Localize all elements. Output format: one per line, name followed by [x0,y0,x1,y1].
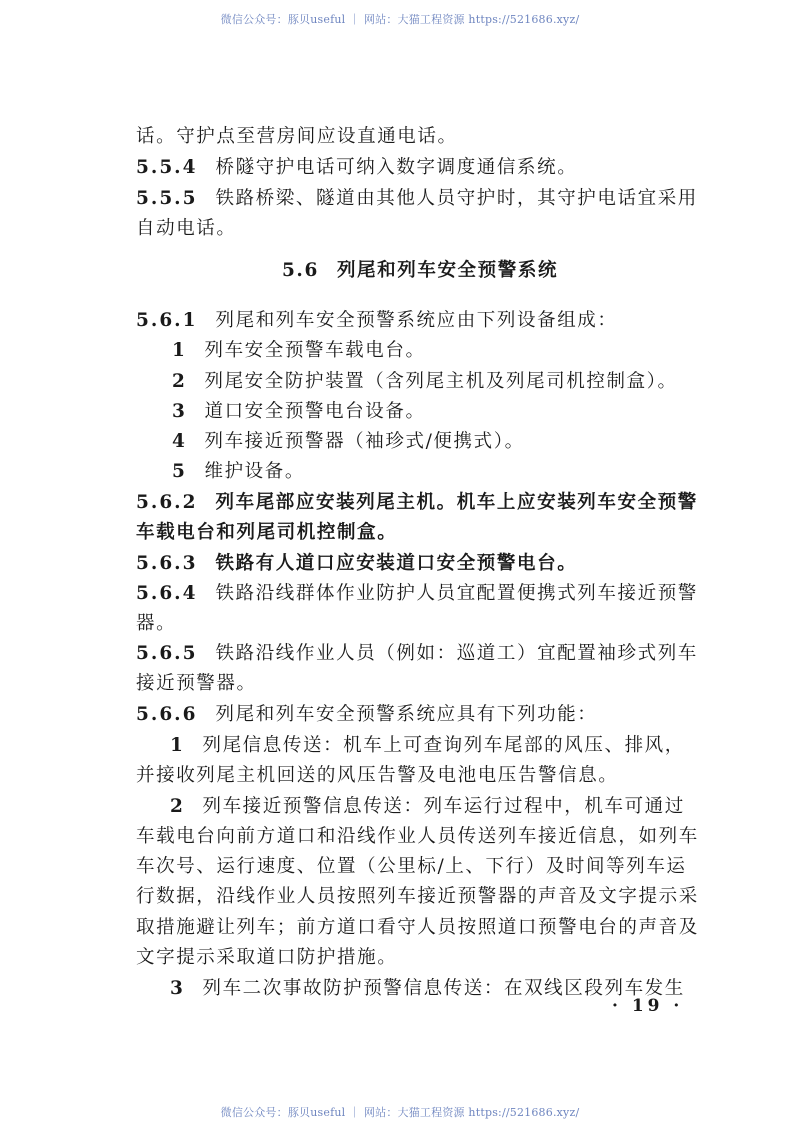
clause-5-5-5 [136,186,698,212]
item-text: 列车二次事故防护预警信息传送：在双线区段列车发生 [202,978,685,999]
item-text: 列尾安全防护装置（含列尾主机及列尾司机控制盒）。 [204,371,678,392]
text-line: 取措施避让列车；前方道口看守人员按照道口预警电台的声音及 [136,917,699,938]
clause-continuation: 器。 [136,613,177,634]
text-line: 并接收列尾主机回送的风压告警及电池电压告警信息。 [136,765,619,786]
clause-5-6-2 [136,490,698,516]
item-number: 3 [172,401,187,422]
clause-5-6-6 [136,702,597,728]
item-text: 列车接近预警信息传送：列车运行过程中，机车可通过 [202,796,685,817]
watermark-bottom: 微信公众号：豚贝useful ｜ 网站：大猫工程资源 https://521686.xyz/ [220,1106,580,1119]
clause-number: 5.6.2 [136,492,198,513]
clause-5-6-4 [136,581,698,607]
list-item [172,399,426,425]
clause-number: 5.6.6 [136,704,198,725]
item-text: 列尾信息传送：机车上可查询列车尾部的风压、排风， [202,735,685,756]
list-item [172,459,305,485]
section-heading-5-6 [136,258,704,284]
clause-number: 5.5.5 [136,188,198,209]
watermark-top: 微信公众号：豚贝useful ｜ 网站：大猫工程资源 https://521686.xyz/ [220,13,580,26]
item-number: 1 [172,340,187,361]
item-text: 列车安全预警车载电台。 [204,340,426,361]
function-item-3 [170,976,685,1002]
clause-text: 铁路沿线作业人员（例如：巡道工）宜配置袖珍式列车 [215,643,698,664]
function-item-1 [170,733,685,759]
list-item [172,338,426,364]
clause-text: 列车尾部应安装列尾主机。机车上应安装列车安全预警 [215,492,698,513]
item-number: 1 [170,735,185,756]
section-title: 列尾和列车安全预警系统 [336,260,559,281]
section-number: 5.6 [281,260,319,281]
page-number: · 19 · [612,996,684,1016]
clause-text: 铁路沿线群体作业防护人员宜配置便携式列车接近预警 [215,583,698,604]
clause-continuation: 车载电台和列尾司机控制盒。 [136,522,398,543]
clause-continuation: 接近预警器。 [136,673,257,694]
item-text: 维护设备。 [204,461,305,482]
clause-text: 列尾和列车安全预警系统应具有下列功能： [215,704,598,725]
clause-5-6-5 [136,641,698,667]
clause-number: 5.5.4 [136,157,198,178]
item-number: 5 [172,461,187,482]
item-number: 3 [170,978,185,999]
text-line: 文字提示采取道口防护措施。 [136,947,398,968]
text-line: 话。守护点至营房间应设直通电话。 [136,126,458,147]
clause-number: 5.6.3 [136,553,198,574]
list-item [172,369,678,395]
text-line: 车载电台向前方道口和沿线作业人员传送列车接近信息，如列车 [136,826,699,847]
clause-number: 5.6.5 [136,643,198,664]
clause-5-5-4 [136,155,577,181]
item-number: 2 [172,371,187,392]
item-number: 2 [170,796,185,817]
clause-text: 桥隧守护电话可纳入数字调度通信系统。 [215,157,578,178]
clause-5-6-3 [136,551,577,577]
clause-number: 5.6.1 [136,310,198,331]
item-text: 道口安全预警电台设备。 [204,401,426,422]
clause-text: 列尾和列车安全预警系统应由下列设备组成： [215,310,618,331]
clause-5-6-1 [136,308,618,334]
clause-continuation: 自动电话。 [136,218,237,239]
function-item-2 [170,794,685,820]
item-number: 4 [172,431,187,452]
clause-text: 铁路有人道口应安装道口安全预警电台。 [215,553,578,574]
text-line: 车次号、运行速度、位置（公里标/上、下行）及时间等列车运 [136,856,687,877]
clause-number: 5.6.4 [136,583,198,604]
item-text: 列车接近预警器（袖珍式/便携式）。 [204,431,525,452]
clause-text: 铁路桥梁、隧道由其他人员守护时，其守护电话宜采用 [215,188,698,209]
text-line: 行数据，沿线作业人员按照列车接近预警器的声音及文字提示采 [136,886,699,907]
list-item [172,429,525,455]
